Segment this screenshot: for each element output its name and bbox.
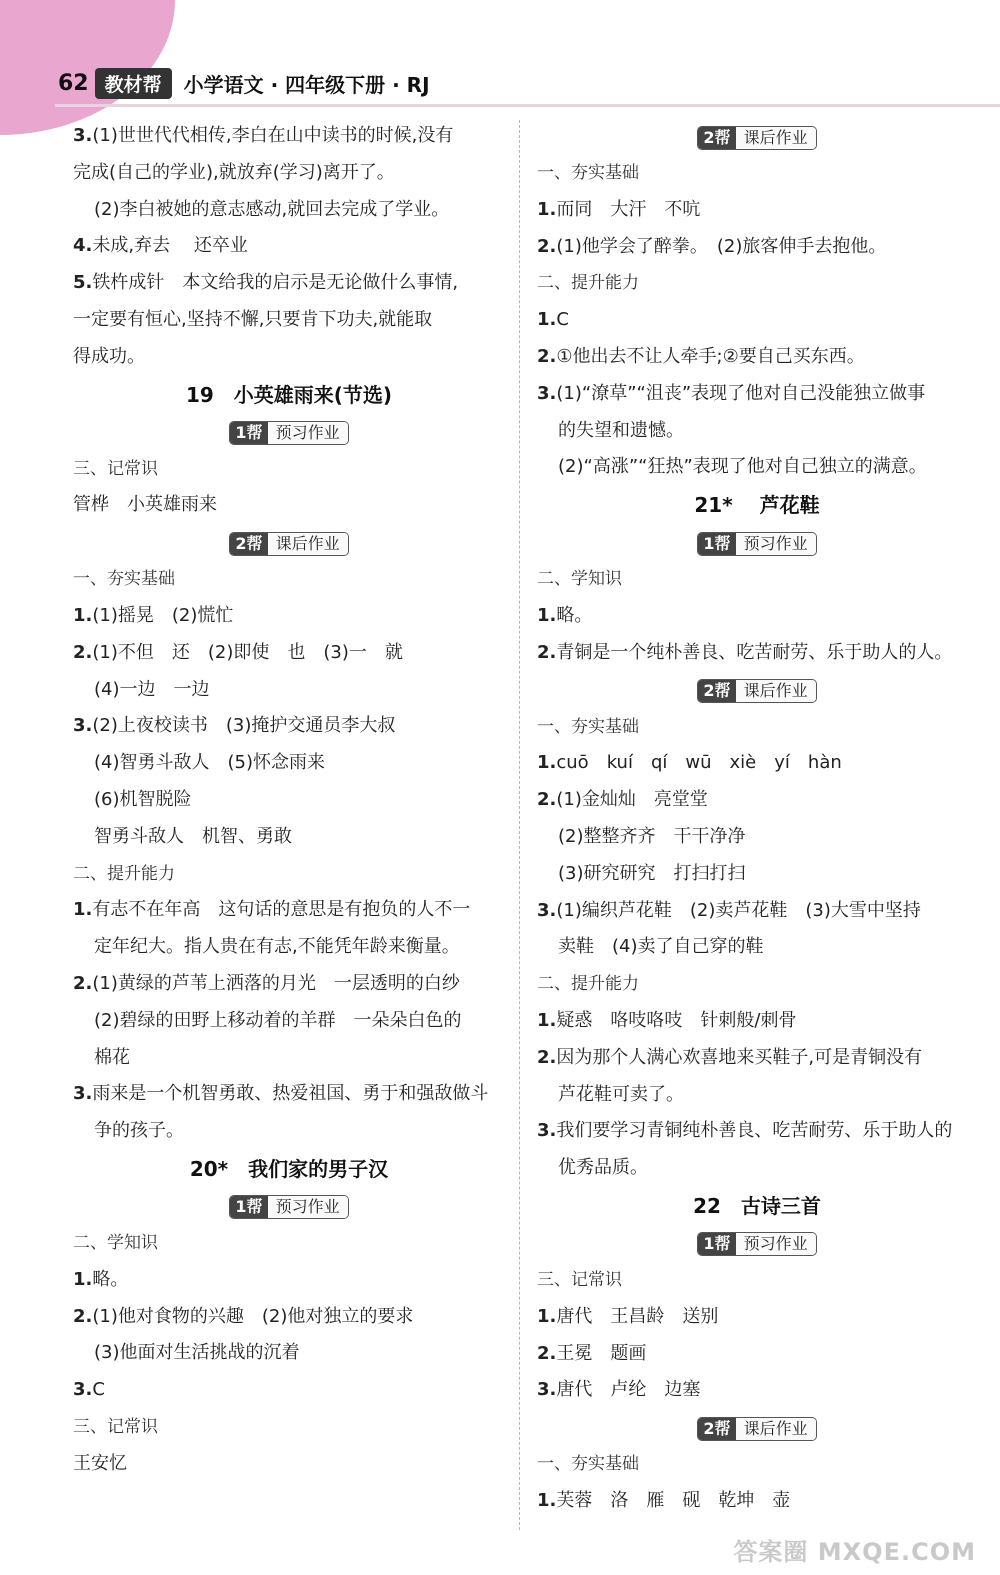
preview-homework-badge: 1帮 预习作业 <box>229 1195 348 1219</box>
section-heading: 一、夯实基础 <box>537 1454 639 1475</box>
left-column <box>73 118 505 1483</box>
answer-line: 争的孩子。 <box>94 1120 184 1142</box>
preview-homework-badge: 1帮 预习作业 <box>697 1232 816 1256</box>
homework-badge: 2帮 课后作业 <box>229 532 348 556</box>
answer-line: 2.(1)他对食物的兴趣 (2)他对独立的要求 <box>73 1305 414 1327</box>
answer-line: 2.(1)他学会了醉拳。 (2)旅客伸手去抱他。 <box>537 235 887 257</box>
section-heading: 二、学知识 <box>537 569 622 590</box>
answer-line: 2.因为那个人满心欢喜地来买鞋子,可是青铜没有 <box>537 1046 923 1068</box>
preview-homework-badge: 1帮 预习作业 <box>229 421 348 445</box>
page-number: 62 <box>58 70 89 96</box>
watermark: 答案圈 MXQE.COM <box>733 1538 976 1566</box>
answer-line: (2)李白被她的意志感动,就回去完成了学业。 <box>94 198 450 220</box>
answer-line: (2)“高涨”“狂热”表现了他对自己独立的满意。 <box>558 456 927 478</box>
answer-line: 管桦 小英雄雨来 <box>73 494 217 516</box>
page-header <box>58 66 430 100</box>
answer-line: 优秀品质。 <box>558 1157 648 1179</box>
answer-line: 棉花 <box>94 1046 130 1068</box>
answer-line: 2.(1)不但 还 (2)即使 也 (3)一 就 <box>73 641 403 663</box>
answer-line: 2.(1)黄绿的芦苇上洒落的月光 一层透明的白纱 <box>73 972 460 994</box>
answer-line: (3)研究研究 打扫打扫 <box>558 862 746 884</box>
preview-homework-badge: 1帮 预习作业 <box>697 532 816 556</box>
answer-line: 2.①他出去不让人牵手;②要自己买东西。 <box>537 345 865 367</box>
answer-line: 的失望和遗憾。 <box>558 419 684 441</box>
lesson-title: 19 小英雄雨来(节选) <box>185 382 393 407</box>
answer-line: 3.雨来是一个机智勇敢、热爱祖国、勇于和强敌做斗 <box>73 1083 489 1105</box>
header-divider <box>55 104 1000 107</box>
column-divider <box>519 120 520 1530</box>
answer-line: 3.唐代 卢纶 边塞 <box>537 1379 701 1401</box>
answer-line: 3.我们要学习青铜纯朴善良、吃苦耐劳、乐于助人的 <box>537 1120 953 1142</box>
section-heading: 一、夯实基础 <box>537 163 639 183</box>
lesson-title: 22 古诗三首 <box>693 1193 821 1218</box>
answer-line: 2.青铜是一个纯朴善良、吃苦耐劳、乐于助人的人。 <box>537 641 953 663</box>
answer-line: 定年纪大。指人贵在有志,不能凭年龄来衡量。 <box>94 936 460 958</box>
section-heading: 三、记常识 <box>73 1416 158 1437</box>
answer-line: 王安忆 <box>73 1452 127 1474</box>
section-heading: 二、提升能力 <box>537 273 639 294</box>
answer-line: 完成(自己的学业),就放弃(学习)离开了。 <box>73 161 395 183</box>
section-heading: 三、记常识 <box>537 1269 622 1290</box>
homework-badge: 2帮 课后作业 <box>697 126 816 150</box>
homework-badge: 2帮 课后作业 <box>697 1417 816 1441</box>
answer-line: 3.(1)“潦草”“沮丧”表现了他对自己没能独立做事 <box>537 382 926 404</box>
right-column <box>537 118 977 1520</box>
answer-line: 1.cuō kuí qí wū xiè yí hàn <box>537 752 842 774</box>
answer-line: (2)整整齐齐 干干净净 <box>558 825 746 847</box>
section-heading: 一、夯实基础 <box>73 569 175 590</box>
answer-line: 1.有志不在年高 这句话的意思是有抱负的人不一 <box>73 899 471 921</box>
answer-line: (4)智勇斗敌人 (5)怀念雨来 <box>94 752 325 774</box>
answer-line: 卖鞋 (4)卖了自己穿的鞋 <box>558 936 764 958</box>
answer-line: 1.而同 大汗 不吭 <box>537 198 701 220</box>
answer-line: (2)碧绿的田野上移动着的羊群 一朵朵白色的 <box>94 1009 462 1031</box>
lesson-title: 21* 芦花鞋 <box>694 493 820 518</box>
answer-line: 1.疑惑 咯吱咯吱 针刺般/刺骨 <box>537 1009 797 1031</box>
answer-line: 3.C <box>73 1379 105 1401</box>
section-heading: 一、夯实基础 <box>537 716 639 737</box>
answer-line: 3.(1)编织芦花鞋 (2)卖芦花鞋 (3)大雪中坚持 <box>537 899 921 921</box>
answer-line: 1.略。 <box>73 1268 129 1290</box>
homework-badge: 2帮 课后作业 <box>697 679 816 703</box>
answer-line: (3)他面对生活挑战的沉着 <box>94 1342 300 1364</box>
answer-line: 1.(1)摇晃 (2)慌忙 <box>73 604 234 626</box>
section-heading: 三、记常识 <box>73 458 158 479</box>
answer-line: 3.(2)上夜校读书 (3)掩护交通员李大叔 <box>73 715 396 737</box>
brand-badge: 教材帮 <box>95 68 172 99</box>
answer-line: 得成功。 <box>73 345 145 367</box>
answer-line: (4)一边 一边 <box>94 678 210 700</box>
answer-line: 智勇斗敌人 机智、勇敢 <box>94 825 292 847</box>
book-title: 小学语文 · 四年级下册 · RJ <box>183 72 430 97</box>
answer-line: 1.C <box>537 309 569 331</box>
answer-line: 2.(1)金灿灿 亮堂堂 <box>537 789 708 811</box>
answer-line: 3.(1)世世代代相传,李白在山中读书的时候,没有 <box>73 125 454 146</box>
answer-line: (6)机智脱险 <box>94 788 192 810</box>
answer-line: 1.略。 <box>537 604 593 626</box>
lesson-title: 20* 我们家的男子汉 <box>189 1156 389 1181</box>
answer-line: 1.唐代 王昌龄 送别 <box>537 1305 719 1327</box>
section-heading: 二、提升能力 <box>537 974 639 995</box>
answer-line: 一定要有恒心,坚持不懈,只要肯下功夫,就能取 <box>73 308 433 330</box>
section-heading: 二、学知识 <box>73 1232 158 1253</box>
section-heading: 二、提升能力 <box>73 863 175 884</box>
answer-line: 5.铁杵成针 本文给我的启示是无论做什么事情, <box>73 272 459 294</box>
answer-line: 2.王冕 题画 <box>537 1342 647 1364</box>
answer-line: 1.芙蓉 洛 雁 砚 乾坤 壶 <box>537 1489 791 1511</box>
answer-line: 4.未成,弃去 还卒业 <box>73 235 248 257</box>
answer-line: 芦花鞋可卖了。 <box>558 1083 684 1105</box>
